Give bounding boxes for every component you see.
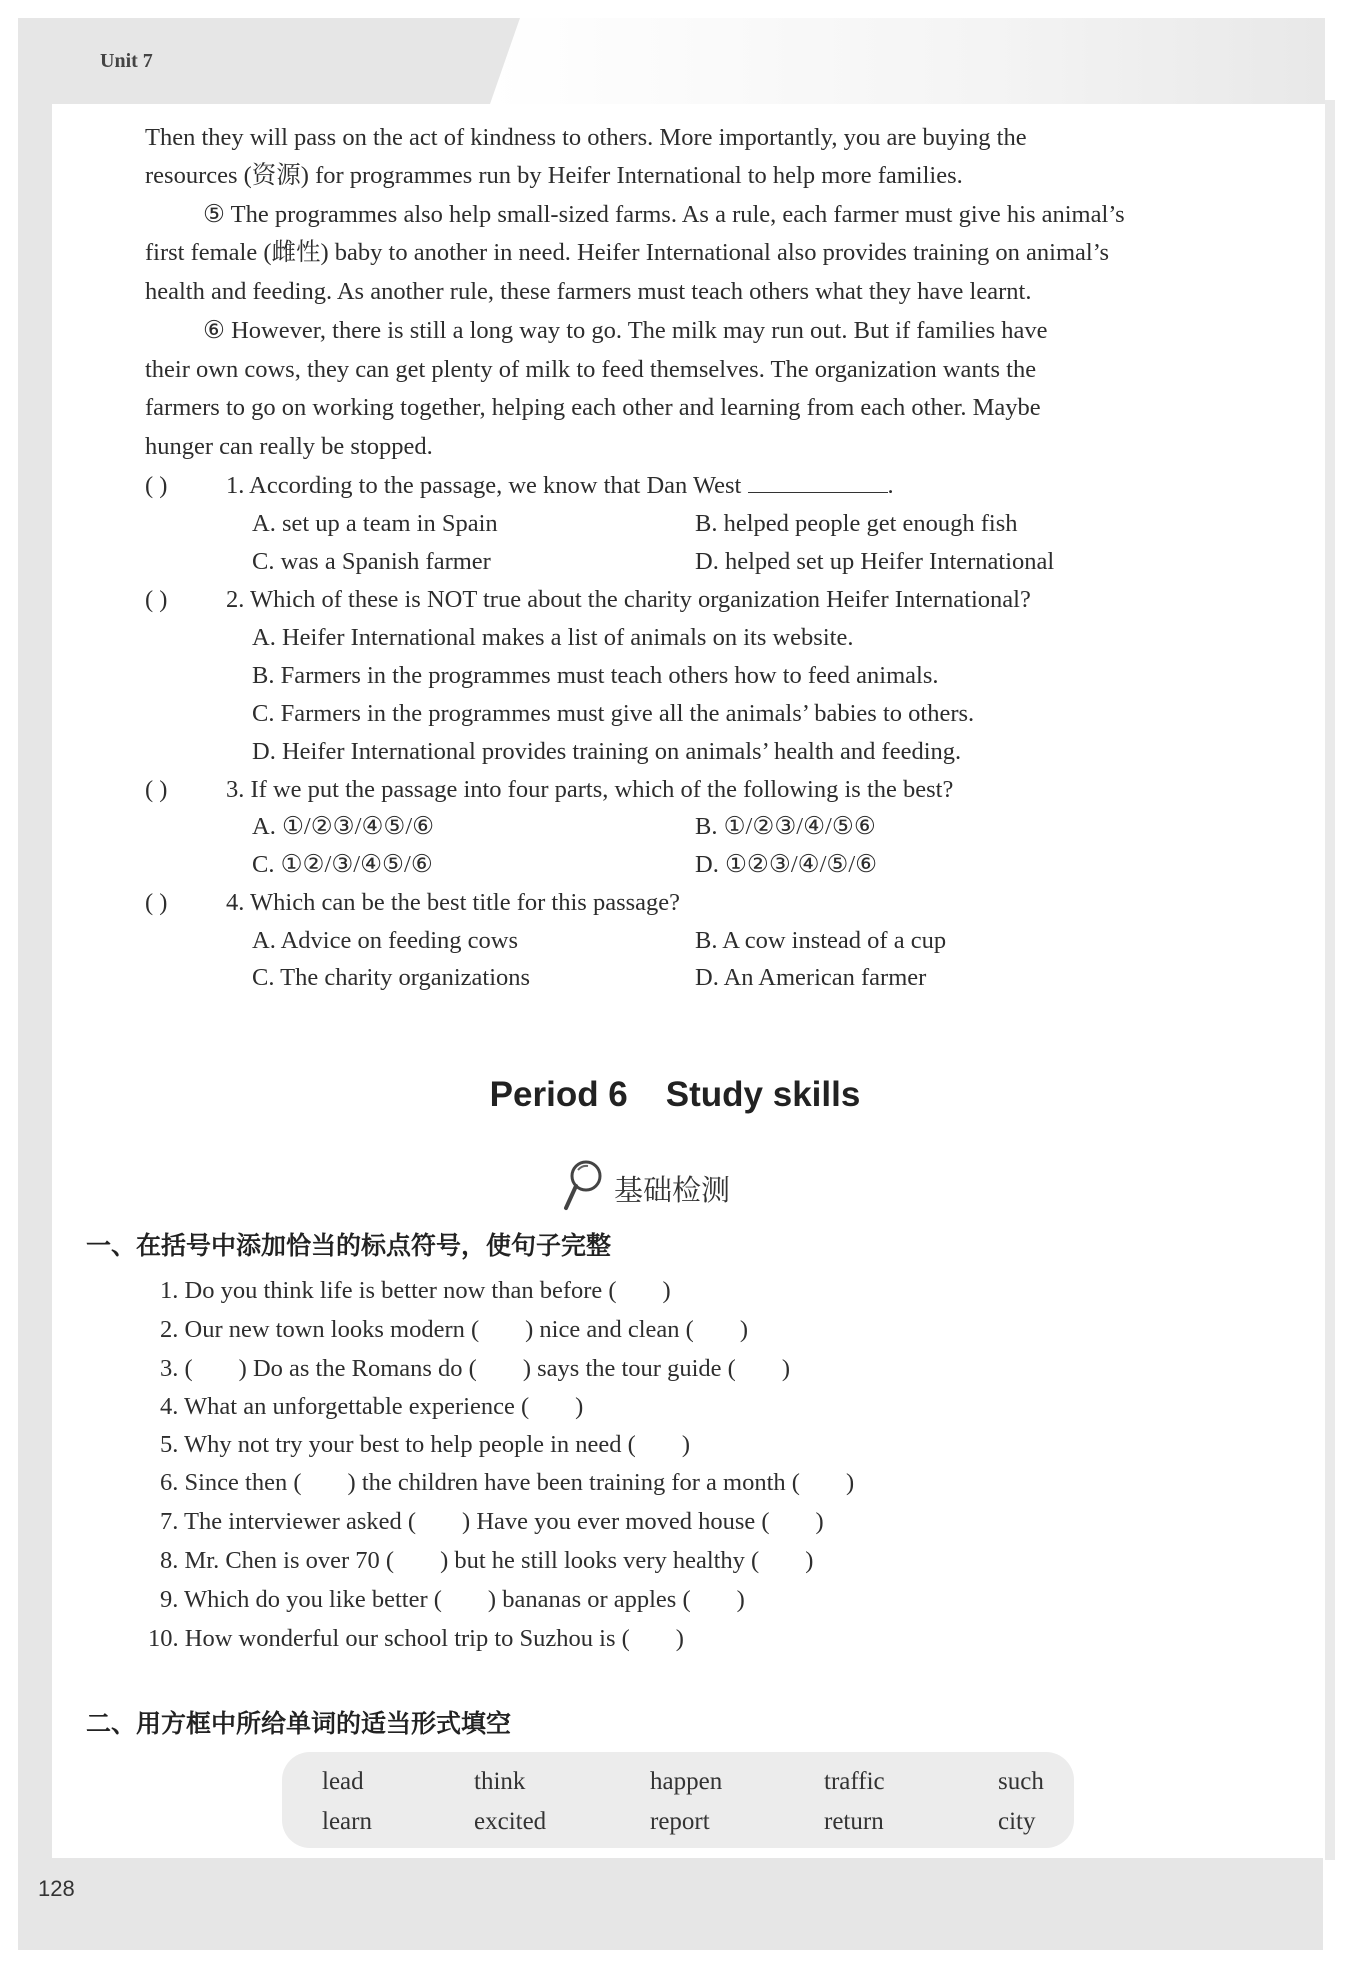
option-d: D. ①②③/④/⑤/⑥ bbox=[695, 851, 878, 878]
option-a: A. ①/②③/④⑤/⑥ bbox=[252, 813, 435, 840]
exercise-item: 8. Mr. Chen is over 70 ( ) but he still looks very healthy ( ) bbox=[160, 1547, 814, 1574]
basic-section-heading bbox=[560, 1158, 730, 1218]
word-box bbox=[282, 1752, 1074, 1848]
question-stem: 3. If we put the passage into four parts, which of the following is the best? bbox=[226, 776, 954, 803]
word: such bbox=[998, 1768, 1044, 1795]
section-1-heading: 一、在括号中添加恰当的标点符号，使句子完整 bbox=[86, 1231, 612, 1260]
option-d: D. Heifer International provides training on animals’ health and feeding. bbox=[252, 738, 962, 765]
period-heading bbox=[0, 1075, 1350, 1115]
option-b: B. A cow instead of a cup bbox=[695, 927, 947, 954]
answer-blank[interactable] bbox=[748, 472, 888, 493]
option-c: C. The charity organizations bbox=[252, 964, 531, 991]
exercise-item: 3. ( ) Do as the Romans do ( ) says the tour guide ( ) bbox=[160, 1355, 790, 1382]
word: lead bbox=[322, 1768, 364, 1795]
option-b: B. Farmers in the programmes must teach others how to feed animals. bbox=[252, 662, 939, 689]
option-c: C. was a Spanish farmer bbox=[252, 548, 491, 575]
option-a: A. Heifer International makes a list of animals on its website. bbox=[252, 624, 854, 651]
magnifier-icon bbox=[560, 1158, 604, 1218]
passage-line: ⑤ The programmes also help small-sized farms. As a rule, each farmer must give his animal’s bbox=[203, 201, 1125, 228]
question-stem: 4. Which can be the best title for this passage? bbox=[226, 889, 681, 916]
option-a: A. set up a team in Spain bbox=[252, 510, 498, 537]
exercise-item: 2. Our new town looks modern ( ) nice and clean ( ) bbox=[160, 1316, 748, 1343]
unit-label: Unit 7 bbox=[100, 50, 153, 72]
passage-line: their own cows, they can get plenty of milk to feed themselves. The organization wants the bbox=[145, 356, 1037, 383]
option-c: C. ①②/③/④⑤/⑥ bbox=[252, 851, 433, 878]
passage-line: Then they will pass on the act of kindness to others. More importantly, you are buying the bbox=[145, 124, 1027, 151]
option-d: D. helped set up Heifer International bbox=[695, 548, 1055, 575]
word: happen bbox=[650, 1768, 723, 1795]
word: city bbox=[998, 1808, 1036, 1835]
exercise-item: 7. The interviewer asked ( ) Have you ever moved house ( ) bbox=[160, 1508, 824, 1535]
section-2-heading: 二、用方框中所给单词的适当形式填空 bbox=[86, 1709, 512, 1738]
exercise-item: 6. Since then ( ) the children have been training for a month ( ) bbox=[160, 1469, 855, 1496]
exercise-item: 10. How wonderful our school trip to Suzhou is ( ) bbox=[148, 1625, 684, 1652]
passage-line: first female (雌性) baby to another in need. Heifer International also provides training on animal’s bbox=[145, 239, 1110, 266]
footer-band bbox=[18, 1858, 1323, 1950]
left-margin-band bbox=[18, 18, 52, 1948]
passage-line: resources (资源) for programmes run by Heifer International to help more families. bbox=[145, 162, 963, 189]
answer-paren[interactable]: ( ) bbox=[145, 586, 168, 613]
question-end: . bbox=[887, 472, 894, 499]
passage-line: ⑥ However, there is still a long way to go. The milk may run out. But if families have bbox=[203, 317, 1048, 344]
word: return bbox=[824, 1808, 884, 1835]
option-b: B. helped people get enough fish bbox=[695, 510, 1018, 537]
answer-paren[interactable]: ( ) bbox=[145, 776, 168, 803]
exercise-item: 5. Why not try your best to help people in need ( ) bbox=[160, 1431, 691, 1458]
period-label: Period 6 bbox=[489, 1075, 628, 1114]
option-b: B. ①/②③/④/⑤⑥ bbox=[695, 813, 876, 840]
question-stem: 2. Which of these is NOT true about the charity organization Heifer International? bbox=[226, 586, 1031, 613]
word: excited bbox=[474, 1808, 547, 1835]
option-c: C. Farmers in the programmes must give all the animals’ babies to others. bbox=[252, 700, 975, 727]
passage-line: hunger can really be stopped. bbox=[145, 433, 433, 460]
option-d: D. An American farmer bbox=[695, 964, 927, 991]
question-text: 1. According to the passage, we know that Dan West bbox=[226, 472, 742, 499]
basic-section-label: 基础检测 bbox=[614, 1172, 731, 1207]
period-title: Study skills bbox=[665, 1075, 861, 1114]
answer-paren[interactable]: ( ) bbox=[145, 889, 168, 916]
option-a: A. Advice on feeding cows bbox=[252, 927, 519, 954]
passage-line: health and feeding. As another rule, these farmers must teach others what they have learnt. bbox=[145, 278, 1032, 305]
page-number: 128 bbox=[38, 1876, 75, 1901]
question-stem bbox=[226, 471, 894, 501]
exercise-item: 1. Do you think life is better now than before ( ) bbox=[160, 1277, 671, 1304]
passage-line: farmers to go on working together, helping each other and learning from each other. Maybe bbox=[145, 394, 1041, 421]
exercise-item: 9. Which do you like better ( ) bananas or apples ( ) bbox=[160, 1586, 745, 1613]
exercise-item: 4. What an unforgettable experience ( ) bbox=[160, 1393, 584, 1420]
word: traffic bbox=[824, 1768, 885, 1795]
word: learn bbox=[322, 1808, 372, 1835]
word: think bbox=[474, 1768, 526, 1795]
header-fade bbox=[490, 18, 1325, 104]
word: report bbox=[650, 1808, 710, 1835]
right-margin-band bbox=[1325, 100, 1335, 1860]
answer-paren[interactable]: ( ) bbox=[145, 472, 168, 499]
